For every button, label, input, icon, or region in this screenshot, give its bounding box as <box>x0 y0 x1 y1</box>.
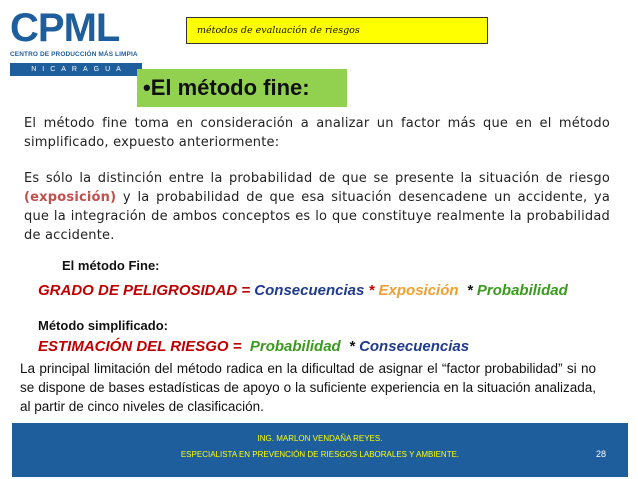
limitation-note: La principal limitación del método radica en la dificultad de asignar el “factor probabilidad” si no se dispone de bases estadísticas de apoyo o la suficiente experiencia en la situación analizada, al partir de cinco niveles de clasificación. <box>20 361 596 414</box>
formula-fine <box>38 282 568 299</box>
cpml-logo <box>10 6 160 78</box>
formula-simplified-consequences: Consecuencias <box>359 338 470 355</box>
simplified-method-label: Método simplificado: <box>38 318 168 333</box>
formula-fine-op1: * <box>368 282 375 299</box>
logo-wordmark: CPML <box>10 6 120 50</box>
formula-fine-consequences: Consecuencias <box>254 282 365 299</box>
formula-fine-lhs: GRADO DE PELIGROSIDAD = <box>38 282 251 299</box>
formula-simplified-op: * <box>349 338 355 355</box>
fine-method-label: El método Fine: <box>62 258 160 273</box>
logo-subtitle: CENTRO DE PRODUCCIÓN MÁS LIMPIA <box>10 51 138 58</box>
footer-author: ING. MARLON VENDAÑA REYES. <box>257 434 383 443</box>
formula-simplified-lhs: ESTIMACIÓN DEL RIESGO = <box>38 338 242 355</box>
paragraph-distinction <box>24 169 610 245</box>
formula-fine-exposure: Exposición <box>378 282 459 299</box>
formula-fine-op2: * <box>466 282 473 299</box>
logo-country-bar: NICARAGUA <box>10 63 142 76</box>
formula-fine-probability: Probabilidad <box>476 282 568 299</box>
paragraph-distinction-start: Es sólo la distinción entre la probabilidad de que se presente la situación de riesgo <box>24 171 610 186</box>
slide-title: •El método fine: <box>137 69 347 107</box>
exposure-highlight: (exposición) <box>24 190 117 205</box>
footer-bar <box>12 423 628 477</box>
formula-simplified <box>38 338 469 355</box>
footer-role: ESPECIALISTA EN PREVENCIÓN DE RIESGOS LABORALES Y AMBIENTE. <box>180 450 460 459</box>
formula-simplified-probability: Probabilidad <box>249 338 341 355</box>
subject-label: métodos de evaluación de riesgos <box>186 17 488 44</box>
page-number: 28 <box>595 449 606 459</box>
paragraph-distinction-end: y la probabilidad de que esa situación desencadene un accidente, ya que la integración de ambos conceptos es lo que constituye realmente la probabilidad de accidente. <box>24 190 610 243</box>
paragraph-intro: El método fine toma en consideración a analizar un factor más que en el método simplificado, expuesto anteriormente: <box>24 116 610 150</box>
